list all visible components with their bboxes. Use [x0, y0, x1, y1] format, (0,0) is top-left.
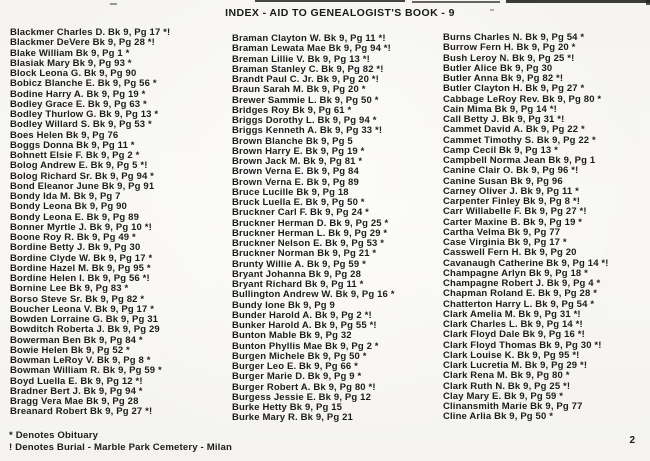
scan-artifact [255, 0, 405, 2]
index-entry: Bodley Willard S. Bk 9, Pg 53 * [10, 119, 152, 131]
index-column-1 [10, 28, 235, 418]
index-entry: Bolog Richard Sr. Bk 9, Pg 94 * [10, 170, 155, 182]
index-entry: Braun Sarah M. Bk 9, Pg 20 * [232, 84, 366, 96]
index-entry: Bowditch Roberta J. Bk 9, Pg 29 [10, 324, 160, 336]
index-entry: Bowie Helen Bk 9, Pg 52 * [10, 344, 130, 356]
index-entry: Bryant Johanna Bk 9, Pg 28 [232, 268, 362, 280]
index-entry: Bobicz Blanche E. Bk 9, Pg 56 * [10, 78, 157, 90]
index-entry: Boggs Donna Bk 9, Pg 11 * [10, 139, 135, 151]
index-entry: Boes Helen Bk 9, Pg 76 [10, 129, 119, 141]
scan-artifact [412, 1, 500, 3]
index-entry: Bundy Ione Bk 9, Pg 9 [232, 299, 335, 311]
index-entry: Brandt Paul C. Jr. Bk 9, Pg 20 *! [232, 74, 379, 85]
index-entry: Canine Clair O. Bk 9, Pg 96 *! [443, 165, 579, 177]
footnote-burial: ! Denotes Burial - Marble Park Cemetery - Milan [9, 441, 232, 453]
index-entry: Butler Anna Bk 9, Pg 82 *! [443, 73, 564, 84]
index-entry: Bondy Leona Bk 9, Pg 90 [10, 201, 127, 213]
index-entry: Cabbage LeRoy Rev. Bk 9, Pg 80 * [443, 93, 602, 105]
index-entry: Bowman William R. Bk 9, Pg 59 * [10, 365, 162, 377]
index-entry: Bond Eleanor June Bk 9, Pg 91 [10, 180, 155, 192]
index-entry: Braman Stanley C. Bk 9, Pg 82 *! [232, 63, 384, 75]
index-entry: Block Leona G. Bk 9, Pg 90 [10, 68, 137, 79]
index-entry: Clay Mary E. Bk 9, Pg 59 * [443, 390, 564, 402]
page-title: INDEX - AID TO GENEALOGIST'S BOOK - 9 [225, 7, 455, 19]
index-entry: Call Betty J. Bk 9, Pg 31 *! [443, 114, 565, 125]
index-entry: Cain Mima Bk 9, Pg 14 *! [443, 103, 557, 115]
index-entry: Brown Verna E. Bk 9, Pg 89 [232, 176, 359, 188]
index-entry: Clark Floyd Thomas Bk 9, Pg 30 *! [443, 339, 602, 351]
index-entry: Bridges Roy Bk 9, Pg 61 * [232, 104, 352, 116]
index-entry: Bowden Lorraine G. Bk 9, Pg 31 [10, 314, 159, 325]
index-entry: Braman Lewata Mae Bk 9, Pg 94 *! [232, 43, 391, 55]
index-entry: Bordine Clyde W. Bk 9, Pg 17 * [10, 252, 153, 264]
index-entry: Cartha Velma Bk 9, Pg 77 [443, 226, 561, 238]
index-entry: Bodine Harry A. Bk 9, Pg 19 * [10, 88, 146, 100]
index-entry: Bradner Bert J. Bk 9, Pg 94 * [10, 385, 143, 397]
index-entry: Case Virginia Bk 9, Pg 17 * [443, 237, 567, 248]
index-entry: Carter Maxine B. Bk 9, Pg 19 * [443, 216, 583, 228]
index-entry: Bunder Harold A. Bk 9, Pg 2 *! [232, 309, 372, 321]
footnote-obituary: * Denotes Obituary [9, 430, 99, 441]
scan-artifact [646, 0, 650, 5]
index-entry: Clark Louise K. Bk 9, Pg 95 *! [443, 349, 580, 361]
index-entry: Champagne Robert J. Bk 9, Pg 4 * [443, 278, 601, 289]
index-entry: Burgess Jessie E. Bk 9, Pg 12 [232, 391, 372, 403]
index-column-2 [232, 34, 457, 424]
index-entry: Clark Floyd Dale Bk 9, Pg 16 *! [443, 329, 585, 341]
index-entry: Brown Verna E. Bk 9, Pg 84 [232, 166, 359, 178]
index-entry: Chatterton Harry L. Bk 9, Pg 54 * [443, 298, 595, 310]
index-column-3 [443, 33, 650, 423]
index-entry: Burns Charles N. Bk 9, Pg 54 * [443, 32, 585, 43]
index-entry: Bruckner Norman Bk 9, Pg 21 * [232, 248, 377, 260]
index-entry: Briggs Dorothy L. Bk 9, Pg 94 * [232, 115, 377, 126]
index-entry: Bunton Mable Bk 9, Pg 32 [232, 330, 352, 342]
index-entry: Campbell Norma Jean Bk 9, Pg 1 [443, 155, 596, 166]
index-entry: Cammet David A. Bk 9, Pg 22 * [443, 124, 585, 136]
index-entry: Boyd Luella E. Bk 9, Pg 12 *! [10, 375, 143, 387]
index-entry: Blake William Bk 9, Pg 1 * [10, 47, 130, 59]
index-entry: Bowman LeRoy V. Bk 9, Pg 8 * [10, 355, 151, 366]
index-entry: Breman Lillie V. Bk 9, Pg 13 *! [232, 53, 370, 65]
index-entry: Bruckner Carl F. Bk 9, Pg 24 * [232, 207, 370, 219]
index-entry: Bragg Vera Mae Bk 9, Pg 28 [10, 396, 139, 407]
index-entry: Bondy Leona E. Bk 9, Pg 89 [10, 211, 140, 223]
index-entry: Champagne Arlyn Bk 9, Pg 18 * [443, 267, 588, 279]
scan-artifact [110, 3, 117, 5]
index-entry: Bolog Andrew E. Bk 9, Pg 5 *! [10, 160, 148, 172]
index-entry: Canine Susan Bk 9, Pg 96 [443, 175, 563, 187]
index-entry: Bryant Richard Bk 9, Pg 11 * [232, 279, 364, 290]
index-entry: Boucher Leona V. Bk 9, Pg 17 * [10, 303, 155, 315]
index-entry: Brewer Sammie L. Bk 9, Pg 50 * [232, 94, 379, 106]
index-entry: Chapman Roland E. Bk 9, Pg 28 * [443, 288, 598, 300]
index-entry: Briggs Kenneth A. Bk 9, Pg 33 *! [232, 125, 383, 137]
index-entry: Bordine Betty J. Bk 9, Pg 30 [10, 242, 141, 254]
index-entry: Bunton Phyllis Mae Bk 9, Pg 2 * [232, 340, 379, 352]
index-entry: Burgen Michele Bk 9, Pg 50 * [232, 350, 367, 362]
index-entry: Blackmer DeVere Bk 9, Pg 28 *! [10, 37, 155, 49]
index-entry: Boone Roy R. Bk 9, Pg 49 * [10, 232, 136, 243]
index-entry: Bunker Harold A. Bk 9, Pg 55 *! [232, 320, 377, 331]
index-entry: Carney Oliver J. Bk 9, Pg 11 * [443, 185, 579, 197]
index-entry: Clark Ruth N. Bk 9, Pg 25 *! [443, 380, 571, 392]
index-entry: Clinansmith Marie Bk 9, Pg 77 [443, 401, 583, 412]
index-entry: Bruck Luella E. Bk 9, Pg 50 * [232, 197, 365, 208]
index-entry: Bowerman Ben Bk 9, Pg 84 * [10, 334, 143, 346]
index-entry: Bonner Myrtle J. Bk 9, Pg 10 *! [10, 221, 152, 233]
index-entry: Casswell Fern H. Bk 9, Pg 20 [443, 247, 577, 259]
index-entry: Burrow Fern H. Bk 9, Pg 20 * [443, 42, 576, 54]
index-entry: Bush Leroy N. Bk 9, Pg 25 *! [443, 52, 575, 64]
index-entry: Brown Blanche Bk 9, Pg 5 [232, 135, 353, 147]
index-entry: Cammet Timothy S. Bk 9, Pg 22 * [443, 134, 596, 146]
index-entry: Bruckner Nelson E. Bk 9, Pg 53 * [232, 238, 385, 249]
index-entry: Carr Willabelle F. Bk 9, Pg 27 *! [443, 206, 587, 218]
index-entry: Butler Alice Bk 9, Pg 30 [443, 62, 553, 74]
index-entry: Clark Amelia M. Bk 9, Pg 31 *! [443, 308, 581, 320]
index-entry: Borso Steve Sr. Bk 9, Pg 82 * [10, 293, 145, 305]
index-entry: Bodley Thurlow G. Bk 9, Pg 13 * [10, 109, 159, 120]
index-entry: Bornine Lee Bk 9, Pg 83 * [10, 283, 129, 295]
index-entry: Blackmer Charles D. Bk 9, Pg 17 *! [10, 27, 171, 38]
footnote-legend [9, 430, 232, 453]
index-entry: Cavanaugh Catherine Bk 9, Pg 14 *! [443, 257, 609, 269]
index-entry: Bruckner Herman D. Bk 9, Pg 25 * [232, 217, 389, 229]
index-entry: Blasiak Mary Bk 9, Pg 93 * [10, 57, 132, 69]
index-entry: Clark Lucretia M. Bk 9, Pg 29 *! [443, 360, 588, 371]
page-number: 2 [629, 435, 635, 446]
index-entry: Brown Harry E. Bk 9, Pg 19 * [232, 145, 365, 157]
index-entry: Breanard Robert Bk 9, Pg 27 *! [10, 406, 153, 418]
index-entry: Carpenter Finley Bk 9, Pg 8 *! [443, 196, 581, 207]
index-entry: Braman Clayton W. Bk 9, Pg 11 *! [232, 33, 386, 44]
index-entry: Brunty Willie A. Bk 9, Pg 59 * [232, 258, 366, 270]
index-entry: Bordine Hazel M. Bk 9, Pg 95 * [10, 262, 151, 274]
index-entry: Bondy Ida M. Bk 9, Pg 7 [10, 191, 121, 202]
index-entry: Bruckner Herman L. Bk 9, Pg 29 * [232, 227, 388, 239]
scan-artifact [506, 0, 650, 3]
index-entry: Burke Mary R. Bk 9, Pg 21 [232, 412, 353, 424]
index-entry: Burke Hetty Bk 9, Pg 15 [232, 402, 343, 413]
index-entry: Burger Marie D. Bk 9, Pg 9 * [232, 371, 362, 383]
index-entry: Clark Rena M. Bk 9, Pg 80 * [443, 370, 570, 382]
index-entry: Brown Jack M. Bk 9, Pg 81 * [232, 156, 363, 167]
index-entry: Bohnett Elsie F. Bk 9, Pg 2 * [10, 150, 140, 161]
index-entry: Bullington Andrew W. Bk 9, Pg 16 * [232, 289, 395, 301]
index-entry: Burger Leo E. Bk 9, Pg 66 * [232, 361, 359, 372]
index-entry: Cline Arlia Bk 9, Pg 50 * [443, 411, 554, 423]
index-entry: Clark Charles L. Bk 9, Pg 14 *! [443, 319, 583, 330]
index-entry: Bordine Helen I. Bk 9, Pg 56 *! [10, 273, 150, 284]
index-entry: Bruce Lucille Bk 9, Pg 18 [232, 186, 349, 198]
index-entry: Bodley Grace E. Bk 9, Pg 63 * [10, 98, 147, 110]
index-entry: Burger Robert A. Bk 9, Pg 80 *! [232, 381, 376, 393]
index-entry: Butler Clayton H. Bk 9, Pg 27 * [443, 83, 585, 95]
index-entry: Camp Cecil Bk 9, Pg 13 * [443, 144, 559, 156]
